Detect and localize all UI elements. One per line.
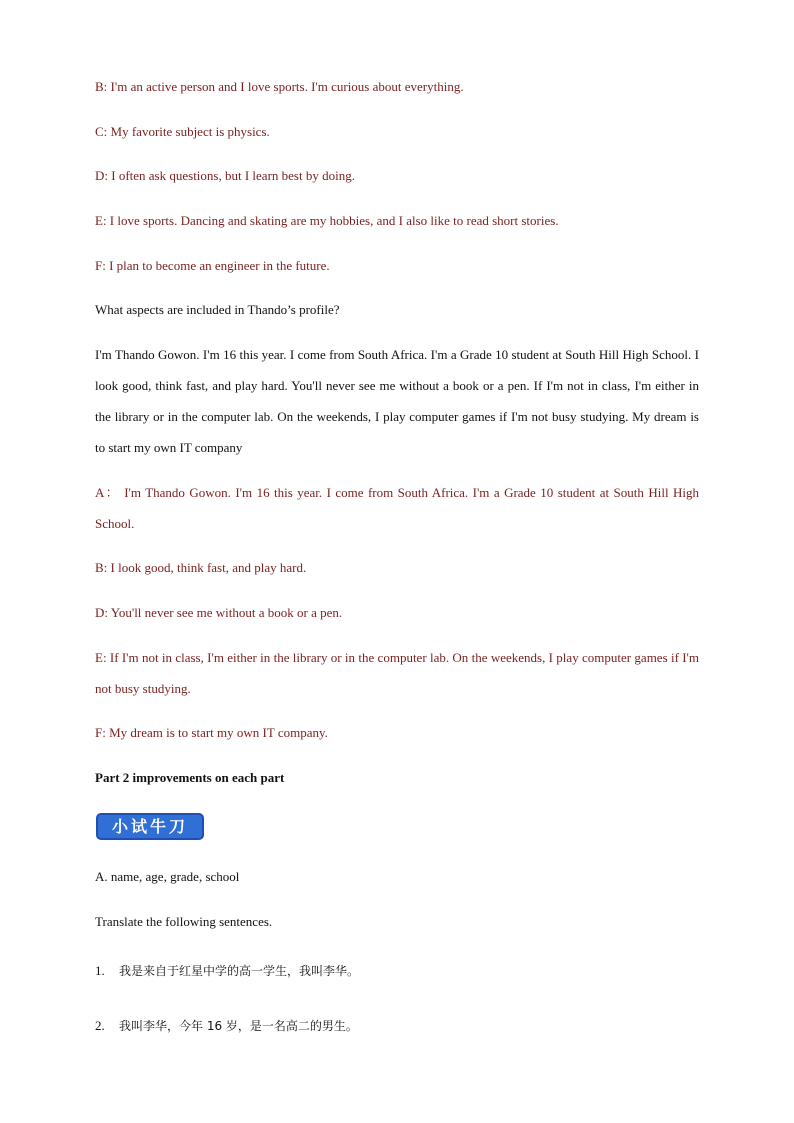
answer-b-line: B: I look good, think fast, and play hard. (95, 560, 307, 575)
question-text: What aspects are included in Thando’s profile? (95, 302, 340, 317)
option-d-line: D: I often ask questions, but I learn best by doing. (95, 168, 355, 183)
option-b-line: B: I'm an active person and I love sports. I'm curious about everything. (95, 79, 464, 94)
option-c-line: C: My favorite subject is physics. (95, 124, 270, 139)
item-a-line: A. name, age, grade, school (95, 869, 240, 884)
sentence-text: 我叫李华，今年 16 岁，是一名高二的男生。 (119, 1019, 358, 1033)
profile-paragraph: I'm Thando Gowon. I'm 16 this year. I come from South Africa. I'm a Grade 10 student at South Hill High School. I look good, think fast, and play hard. You'll never see me without a book or a pen. If I'm not in class, I'm either in the library or in the computer lab. On the weekends, I play computer games if I'm not busy studying. My dream is to start my own IT company (95, 347, 699, 455)
answer-e-paragraph: E: If I'm not in class, I'm either in the library or in the computer lab. On the weekends, I play computer games if I'm not busy studying. (95, 650, 699, 696)
sentence-text: 我是来自于红星中学的高一学生，我叫李华。 (119, 964, 360, 978)
part2-heading: Part 2 improvements on each part (95, 770, 285, 785)
practice-badge: 小试牛刀 (96, 813, 204, 840)
answer-d-line: D: You'll never see me without a book or a pen. (95, 605, 343, 620)
option-e-line: E: I love sports. Dancing and skating are my hobbies, and I also like to read short stories. (95, 213, 559, 228)
sentence-item (95, 962, 699, 980)
answer-a-paragraph: A： I'm Thando Gowon. I'm 16 this year. I come from South Africa. I'm a Grade 10 student at South Hill High School. (95, 485, 699, 531)
option-f-line: F: I plan to become an engineer in the future. (95, 258, 330, 273)
sentence-number: 2. (95, 1018, 105, 1033)
answer-f-line: F: My dream is to start my own IT company. (95, 725, 328, 740)
sentence-item (95, 1017, 699, 1035)
translate-instruction: Translate the following sentences. (95, 914, 273, 929)
sentence-number: 1. (95, 963, 105, 978)
